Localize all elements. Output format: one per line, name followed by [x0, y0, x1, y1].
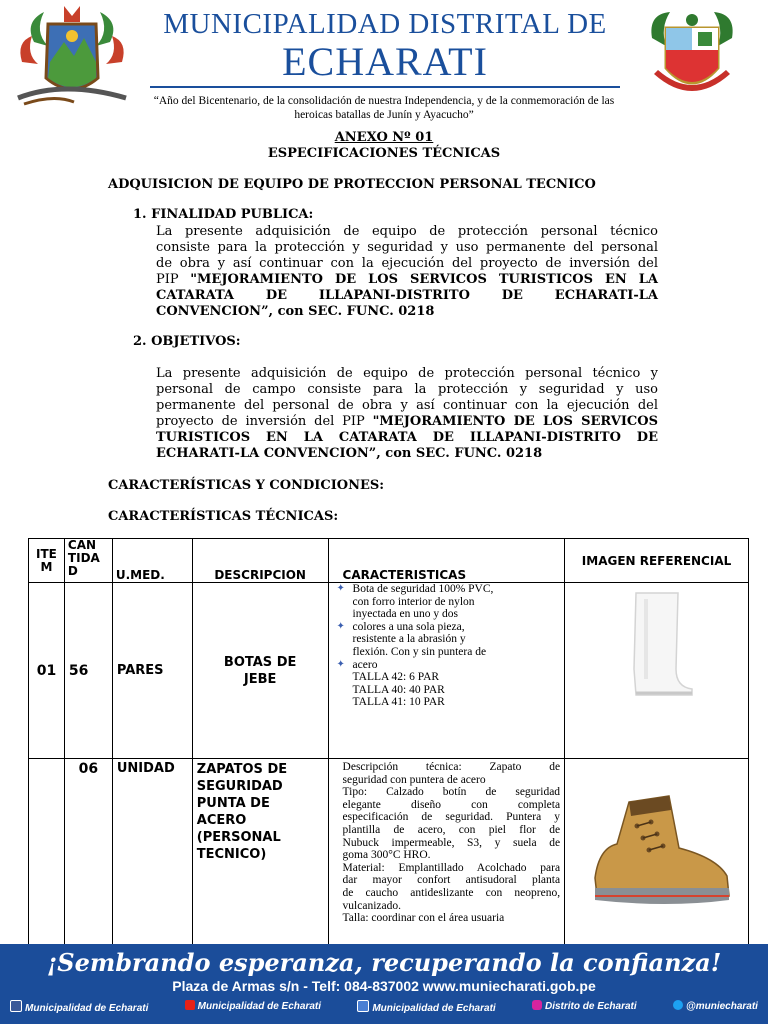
header-motto — [110, 94, 658, 122]
row1-char-line: Bota de seguridad 100% PVC, — [352, 583, 494, 595]
list-item — [336, 620, 565, 659]
row2-desc-l4: ACERO — [196, 813, 247, 828]
row2-quantity: 06 — [64, 759, 112, 951]
social-instagram-label: Distrito de Echarati — [544, 1001, 637, 1012]
characteristics-conditions: CARACTERÍSTICAS Y CONDICIONES: — [108, 478, 385, 493]
sec2-line: permanente del personal de obra y así continuar con la ejecución del — [156, 398, 658, 413]
table-row — [29, 583, 749, 759]
twitter-icon — [673, 1000, 683, 1010]
social-facebook-label: Municipalidad de Echarati — [25, 1003, 149, 1014]
row1-description — [192, 583, 328, 759]
rubber-boot-icon — [612, 589, 702, 699]
bullet-icon: ✦ — [336, 583, 345, 594]
col-header-quantity — [64, 539, 112, 583]
row2-desc-l1: ZAPATOS DE — [196, 762, 288, 777]
instagram-icon — [532, 1000, 542, 1010]
social-instagram[interactable] — [532, 1000, 637, 1014]
row1-reference-image — [565, 583, 749, 759]
row2-characteristics — [328, 759, 565, 951]
row2-char-line: de caucho antideslizante con neopreno, — [342, 886, 561, 899]
sec1-line: consiste para la protección y seguridad y uso permanente del personal — [156, 240, 658, 255]
sec2-line: La presente adquisición de equipo de protección personal técnico y — [156, 366, 658, 381]
row1-desc-l1: BOTAS DE — [223, 654, 297, 670]
header-divider — [150, 86, 620, 88]
row2-char-line: dar mayor confort antisudoral planta — [342, 874, 561, 887]
social-youtube[interactable] — [185, 1000, 321, 1014]
chat-icon — [357, 1000, 369, 1012]
row2-char-line: Nubuck impermeable, S3, y suela de — [342, 836, 561, 849]
table-header-row — [29, 539, 749, 583]
row2-char-line: elegante diseño con completa — [342, 798, 561, 811]
col-header-characteristics: CARACTERISTICAS — [328, 539, 565, 583]
social-facebook[interactable] — [10, 1000, 148, 1014]
section2-body — [156, 366, 658, 462]
safety-shoe-icon — [577, 788, 737, 918]
sec2-project-name: "MEJORAMIENTO DE LOS SERVICOS — [372, 414, 658, 429]
row1-item: 01 — [29, 583, 65, 759]
sec1-line: CATARATA DE ILLAPANI-DISTRITO DE ECHARATI-LA — [156, 288, 658, 303]
bullet-icon: ✦ — [336, 620, 345, 632]
row1-char-line: inyectada en uno y dos — [352, 608, 458, 621]
sec1-line: CONVENCION”, con SEC. FUNC. 0218 — [156, 304, 435, 319]
doc-heading: ADQUISICION DE EQUIPO DE PROTECCION PERSONAL TECNICO — [108, 177, 596, 192]
row2-char-line: vulcanizado. — [342, 899, 401, 912]
sec1-line: de obra y así continuar con la ejecución del proyecto de inversión del — [156, 256, 658, 271]
row2-char-line: Tipo: Calzado botín de seguridad — [342, 786, 561, 799]
spec-table — [28, 538, 749, 951]
row2-char-line: Descripción técnica: Zapato de — [342, 761, 561, 773]
row2-char-line: Talla: coordinar con el área usuaria — [342, 912, 505, 925]
motto-line1: “Año del Bicentenario, de la consolidación de nuestra Independencia, y de la conmemoración de las — [153, 95, 615, 107]
social-messenger-label: Municipalidad de Echarati — [372, 1003, 496, 1014]
row2-char-line: plantilla de acero, con piel flor de — [342, 823, 561, 836]
row2-item — [29, 759, 65, 951]
social-youtube-label: Municipalidad de Echarati — [197, 1001, 322, 1012]
list-item — [336, 658, 565, 709]
size-40: TALLA 40: 40 PAR — [352, 683, 445, 696]
motto-line2: heroicas batallas de Junín y Ayacucho” — [294, 109, 474, 121]
row1-char-line: con forro interior de nylon — [352, 595, 475, 608]
sec2-line: personal de campo consiste para la protección y seguridad y uso — [156, 382, 658, 397]
col-header-reference-image: IMAGEN REFERENCIAL — [565, 539, 749, 583]
footer-contact: Plaza de Armas s/n - Telf: 084-837002 www.muniecharati.gob.pe — [172, 978, 596, 994]
table-row — [29, 759, 749, 951]
row1-unit: PARES — [112, 583, 192, 759]
row1-quantity: 56 — [64, 583, 112, 759]
col-header-item — [29, 539, 65, 583]
row2-char-line: especificación de seguridad. Puntera y — [342, 811, 561, 824]
social-twitter[interactable] — [673, 1000, 758, 1014]
col-header-description: DESCRIPCION — [192, 539, 328, 583]
col-header-quantity-l1: CAN — [67, 538, 97, 552]
youtube-icon — [185, 1000, 195, 1010]
facebook-icon — [10, 1000, 22, 1012]
social-twitter-label: @muniecharati — [685, 1001, 758, 1012]
row2-description — [192, 759, 328, 951]
footer-social-links — [10, 1000, 758, 1014]
row2-desc-l5: (PERSONAL — [196, 830, 281, 845]
section2-title: 2. OBJETIVOS: — [133, 334, 241, 349]
doc-subtitle: ESPECIFICACIONES TÉCNICAS — [267, 146, 501, 161]
size-41: TALLA 41: 10 PAR — [352, 696, 445, 709]
row2-reference-image — [565, 759, 749, 951]
national-shield-icon — [646, 8, 738, 108]
row2-char-line: Material: Emplantillado Acolchado para — [342, 861, 561, 874]
sec2-line-part: proyecto de inversión del PIP — [156, 414, 373, 429]
list-item — [336, 583, 565, 621]
sec1-line-part: PIP — [156, 272, 191, 287]
col-header-item-l2: M — [40, 559, 53, 574]
row1-char-line: flexión. Con y sin puntera de — [352, 645, 487, 658]
row2-desc-l6: TECNICO) — [196, 847, 267, 862]
col-header-quantity-l2: TIDA — [67, 551, 100, 565]
row2-char-line: goma 300°C HRO. — [342, 849, 431, 862]
row1-char-line: colores a una sola pieza, — [352, 620, 465, 633]
row2-desc-l2: SEGURIDAD — [196, 779, 283, 794]
bullet-icon: ✦ — [336, 658, 345, 670]
row1-char-line: acero — [352, 658, 378, 671]
col-header-unit: U.MED. — [112, 539, 192, 583]
header-title-line1: MUNICIPALIDAD DISTRITAL DE — [163, 8, 607, 40]
sec1-project-name: "MEJORAMIENTO DE LOS SERVICOS TURISTICOS EN LA — [190, 272, 658, 287]
row2-desc-l3: PUNTA DE — [196, 796, 270, 811]
row1-char-line: resistente a la abrasión y — [352, 633, 466, 646]
section1-title: 1. FINALIDAD PUBLICA: — [133, 207, 314, 222]
header-title-line2: ECHARATI — [282, 39, 488, 84]
sec1-line: La presente adquisición de equipo de protección personal técnico — [156, 224, 658, 239]
section1-body — [156, 224, 658, 320]
sec1-line — [156, 272, 658, 288]
col-header-quantity-l3: D — [67, 564, 78, 578]
annex-title: ANEXO Nº 01 — [334, 130, 434, 145]
sec2-line: TURISTICOS EN LA CATARATA DE ILLAPANI-DISTRITO DE — [156, 430, 658, 445]
footer-slogan: ¡Sembrando esperanza, recuperando la confianza! — [46, 948, 722, 977]
technical-characteristics: CARACTERÍSTICAS TÉCNICAS: — [108, 509, 339, 524]
sec2-line — [156, 414, 658, 430]
col-header-item-l1: ITE — [36, 546, 57, 561]
row2-char-line: seguridad con puntera de acero — [342, 773, 486, 786]
row1-desc-l2: JEBE — [243, 671, 277, 687]
sec2-line: ECHARATI-LA CONVENCION”, con SEC. FUNC. 0218 — [156, 446, 543, 461]
row1-characteristics — [328, 583, 565, 759]
row2-unit: UNIDAD — [112, 759, 192, 951]
size-42: TALLA 42: 6 PAR — [352, 671, 440, 684]
social-messenger[interactable] — [357, 1000, 495, 1014]
